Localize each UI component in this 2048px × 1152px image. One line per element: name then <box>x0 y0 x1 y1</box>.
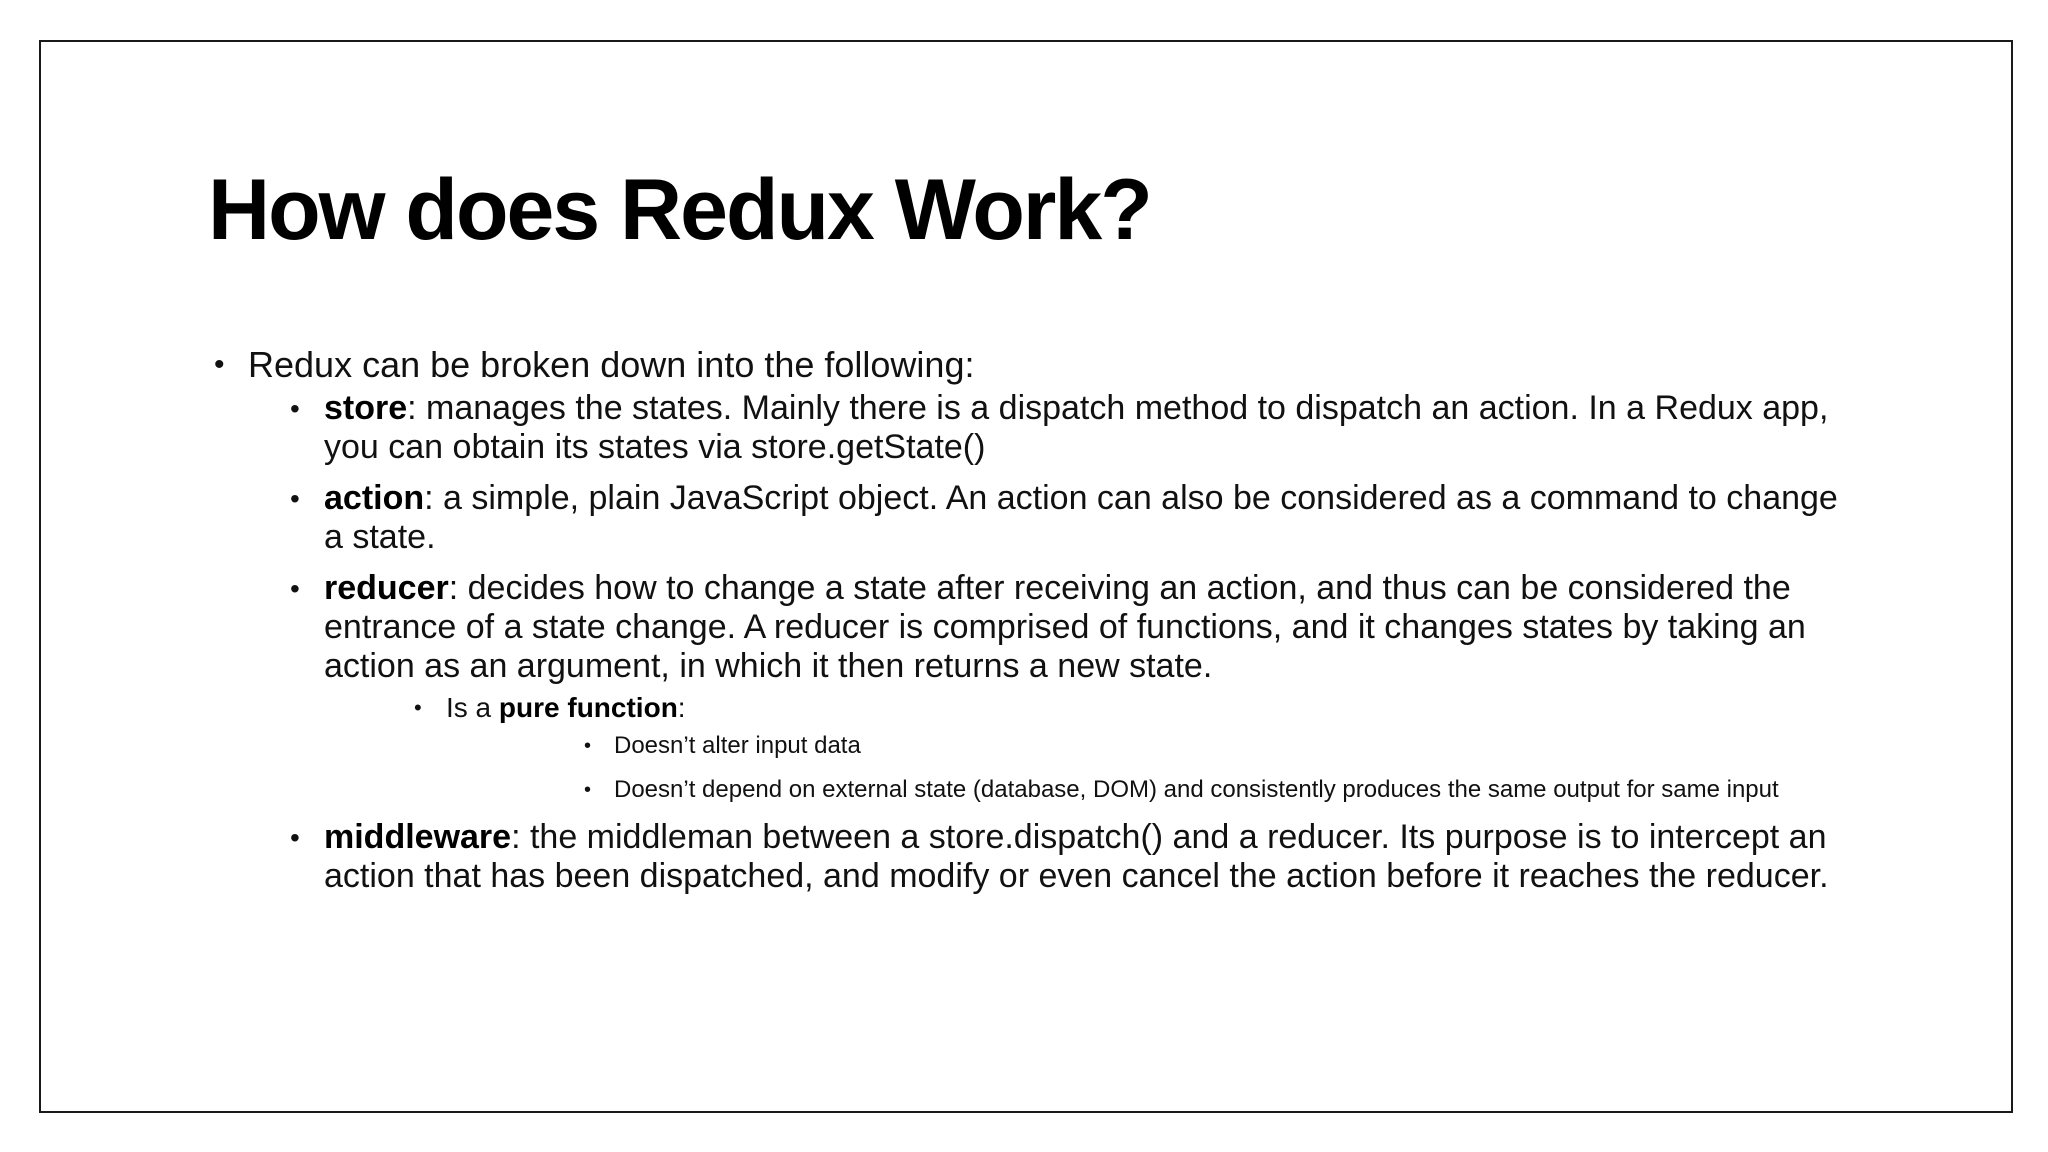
slide-body <box>210 345 1850 908</box>
bullet-middleware <box>248 818 1850 896</box>
concept-list <box>248 389 1850 896</box>
bullet-icon: • <box>584 779 592 801</box>
pure-function-prefix: Is a <box>446 692 499 723</box>
pure-function-points <box>446 730 1850 806</box>
bullet-icon: • <box>414 695 422 720</box>
bullet-action <box>248 479 1850 557</box>
term-pure-function: pure function <box>498 692 678 723</box>
term-store: store <box>324 389 408 427</box>
intro-text: Redux can be broken down into the following: <box>248 344 975 385</box>
bullet-icon: • <box>584 735 592 757</box>
store-description: : manages the states. Mainly there is a dispatch method to dispatch an action. In a Redux app, you can obtain its states via store.getState() <box>324 389 1829 466</box>
action-description: : a simple, plain JavaScript object. An action can also be considered as a command to change a state. <box>324 479 1838 556</box>
bullet-icon: • <box>290 822 300 853</box>
bullet-no-alter-input <box>446 730 1850 762</box>
bullet-no-external-state <box>446 774 1850 806</box>
bullet-pure-function <box>324 690 1850 806</box>
reducer-description: : decides how to change a state after receiving an action, and thus can be considered the entrance of a state change. A reducer is comprised of functions, and it changes states by taking an action as an argument, in which it then returns a new state. <box>324 569 1806 685</box>
bullet-icon: • <box>214 348 225 381</box>
term-action: action <box>324 479 425 517</box>
term-middleware: middleware <box>324 818 512 856</box>
bullet-reducer <box>248 569 1850 806</box>
reducer-sublist <box>324 690 1850 806</box>
bullet-icon: • <box>290 483 300 514</box>
pure-function-suffix: : <box>677 692 686 723</box>
middleware-description: : the middleman between a store.dispatch() and a reducer. Its purpose is to intercept an action that has been dispatched, and modify or even cancel the action before it reaches the reducer. <box>324 818 1829 895</box>
bullet-intro <box>210 345 1850 896</box>
bullet-icon: • <box>290 393 300 424</box>
term-reducer: reducer <box>324 569 449 607</box>
bullet-store <box>248 389 1850 467</box>
bullet-list <box>210 345 1850 896</box>
point-text: Doesn’t alter input data <box>614 732 861 759</box>
point-text: Doesn’t depend on external state (database, DOM) and consistently produces the same output for same input <box>614 776 1779 803</box>
slide-title: How does Redux Work? <box>208 162 1151 258</box>
bullet-icon: • <box>290 573 300 604</box>
